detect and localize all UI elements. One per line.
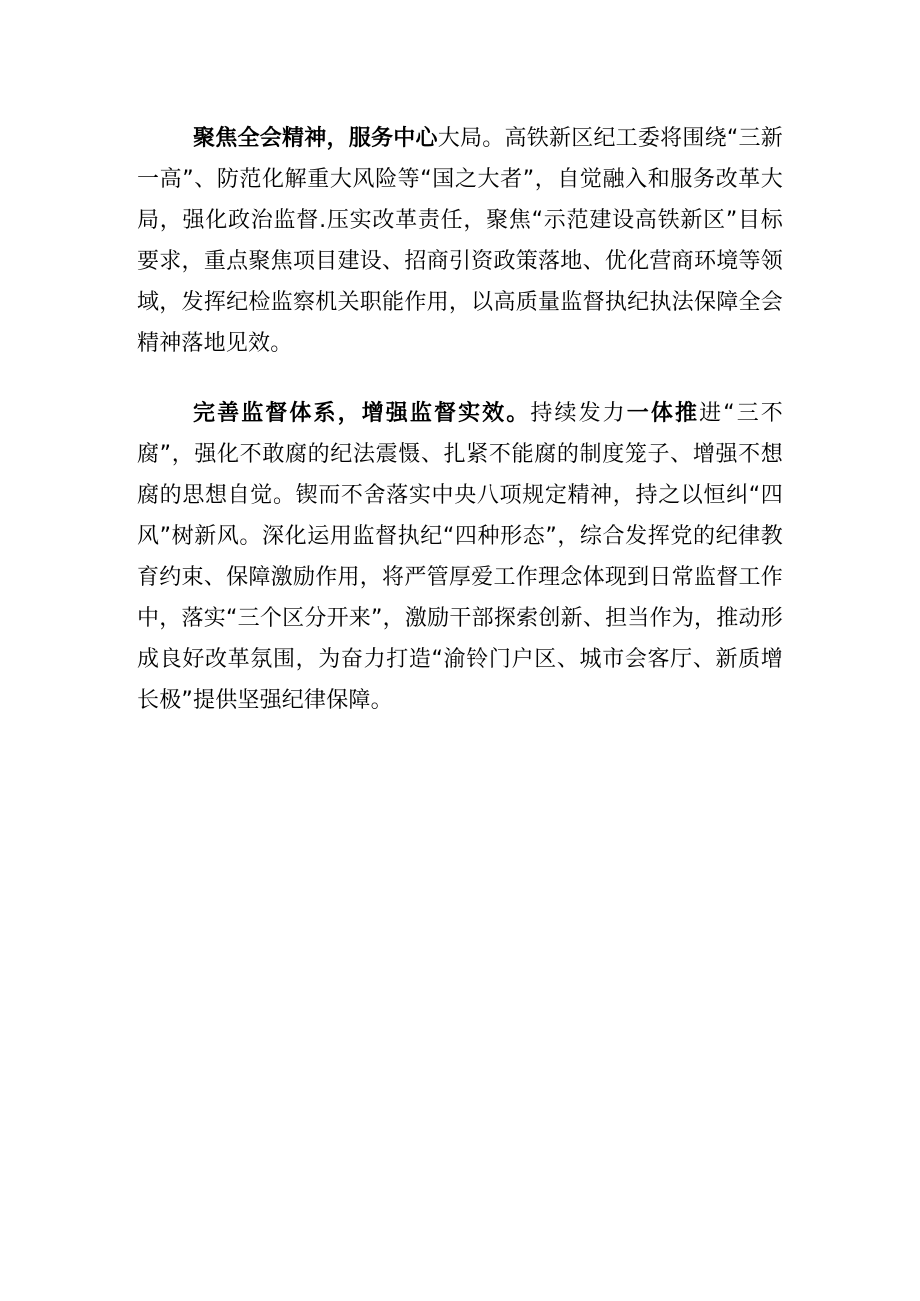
paragraph-1-body-text: 大局。高铁新区纪工委将围绕“三新一高”、防范化解重大风险等“国之大者”，自觉融入和服务改革大局，强化政治监督.压实改革责任，聚焦“示范建设高铁新区”目标要求，重点聚焦项目建设、招商引资政策落地、优化营商环境等领域，发挥纪检监察机关职能作用，以高质量监督执纪执法保障全会精神落地见效。	[137, 126, 784, 356]
paragraph-1-lead-heading: 聚焦全会精神，服务中心	[193, 126, 438, 151]
paragraph-2-body-text-b: 进“三不腐”，强化不敢腐的纪法震慑、扎紧不能腐的制度笼子、增强不想腐的思想自觉。锲而不舍落实中央八项规定精神，持之以恒纠“四风”树新风。深化运用监督执纪“四种形态”，综合发挥党的纪律教育约束、保障激励作用，将严管厚爱工作理念体现到日常监督工作中，落实“三个区分开来”，激励干部探索创新、担当作为，推动形成良好改革氛围，为奋力打造“渝铃门户区、城市会客厅、新质增长极”提供坚强纪律保障。	[137, 401, 783, 713]
paragraph-focus-plenum	[137, 118, 783, 364]
paragraph-2-lead-heading: 完善监督体系，增强监督实效。	[193, 401, 531, 426]
paragraph-2-body-text-a: 持续发力	[530, 401, 627, 426]
paragraph-2-bold-phrase: 一体推	[626, 401, 700, 426]
paragraph-supervision-system	[137, 393, 783, 721]
document-body	[137, 118, 783, 721]
